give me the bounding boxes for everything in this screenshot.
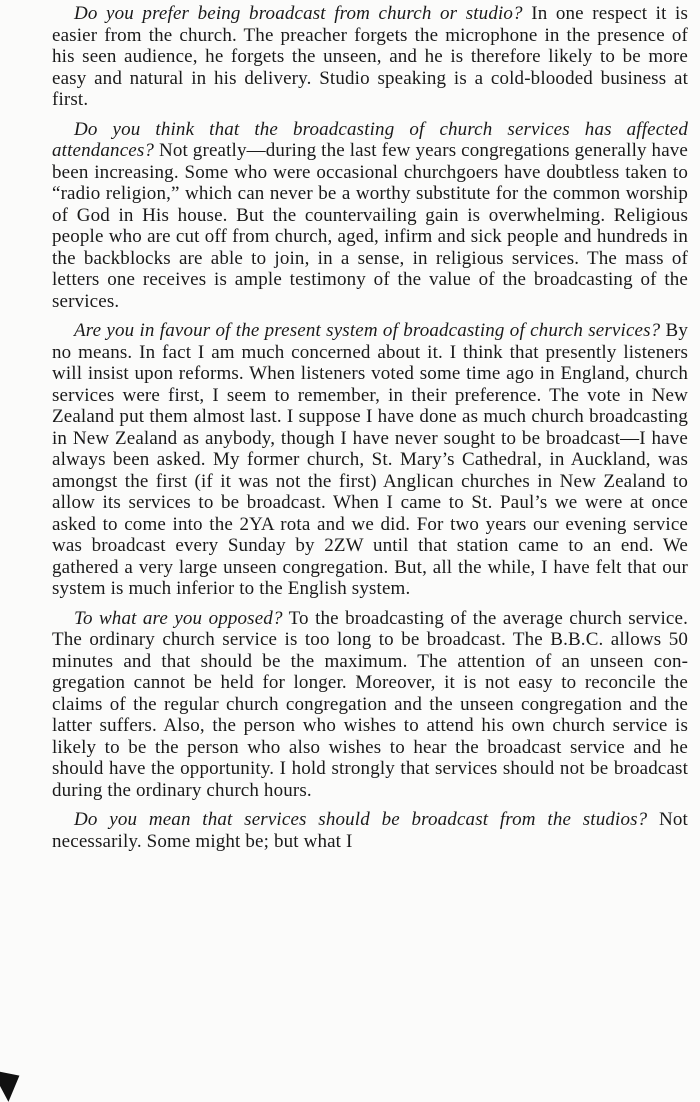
answer-text: Not greatly—during the last few years congregations generally have been increasing. Some who were occasional churchgoers have doubtless taken to “radio religion,” which can never be a worthy substitute for the common worship of God in His house. But the countervailing gain is overwhelming. Religious people who are cut off from church, aged, infirm and sick people and hundreds in the backblocks are able to join, in a sense, in religious services. The mass of letters one receives is ample testimony of the value of the broadcasting of the services. [52, 140, 689, 312]
question-text: To what are you opposed? [74, 607, 283, 629]
qa-paragraph-present-system [52, 320, 688, 600]
question-text: Do you prefer being broadcast from church or studio? [74, 3, 523, 24]
answer-text: In one respect it is easier from the church. The preacher forgets the microphone in the presence of his seen audience, he forgets the unseen, and he is therefore likely to be more easy and natural in his delivery. Studio speaking is a cold-blooded business at first. [52, 3, 688, 110]
answer-text: To the broadcasting of the average church service. The ordinary church service is too long to be broadcast. The B.B.C. allows 50 minutes and that should be the maximum. The attention of an unseen congregation cannot be held for longer. Moreover, it is not easy to reconcile the claims of the regular church congregation and the unseen congregation and the latter suffers. Also, the person who wishes to attend his own church service is likely to be the person who also wishes to hear the broadcast service and he should have the opportunity. I hold strongly that services should not be broadcast during the ordinary church hours. [52, 607, 689, 801]
question-text: Do you think that the broadcasting of church services has affected attendances? [52, 118, 688, 161]
answer-text: Not necessarily. Some might be; but what I [52, 809, 688, 852]
page-edge-shadow [0, 1060, 28, 1102]
qa-paragraph-church-or-studio [52, 3, 688, 111]
question-text: Do you mean that services should be broadcast from the studios? [74, 809, 648, 830]
qa-paragraph-attendances [52, 119, 688, 313]
question-text: Are you in favour of the present system of broadcasting of church services? [74, 320, 661, 341]
answer-text: By no means. In fact I am much concerned about it. I think that presently listeners will insist upon reforms. When listeners voted some time ago in England, church services were first, I seem to remember, in their preference. The vote in New Zealand put them almost last. I suppose I have done as much church broadcasting in New Zealand as anybody, though I have never sought to be broadcast—I have always been asked. My former church, St. Mary’s Cathedral, in Auckland, was amongst the first (if it was not the first) Anglican churches in New Zealand to allow its services to be broadcast. When I came to St. Paul’s we were at once asked to come into the 2YA rota and we did. For two years our evening service was broadcast every Sunday by 2ZW until that station came to an end. We gathered a very large unseen congregation. But, all the while, I have felt that our system is much inferior to the English system. [52, 320, 688, 599]
article-column [52, 3, 688, 852]
qa-paragraph-studios [52, 809, 688, 852]
qa-paragraph-opposed [52, 608, 688, 802]
